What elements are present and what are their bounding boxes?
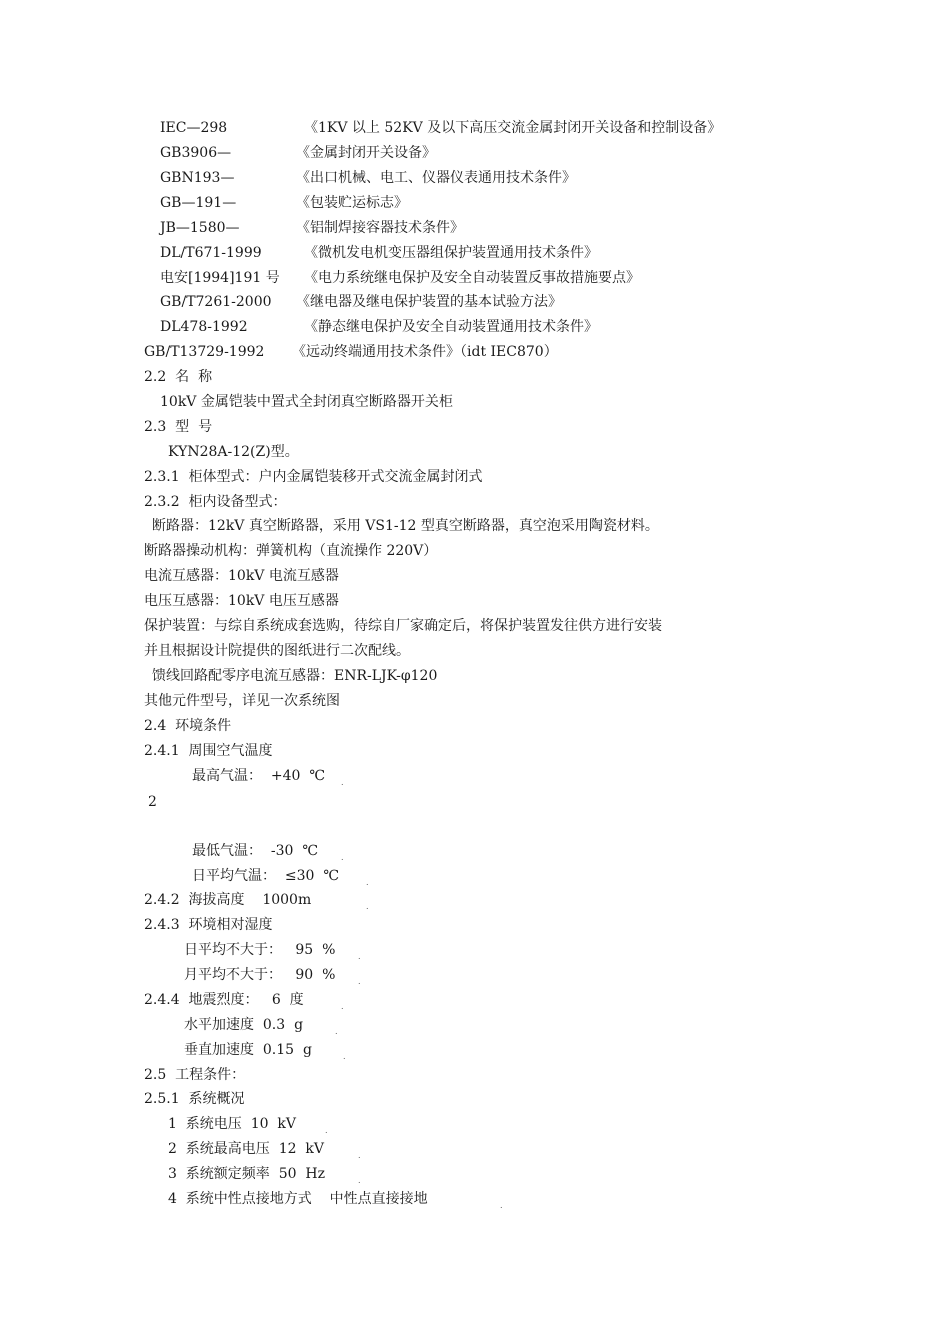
- section-heading: 2.4.3 环境相对湿度: [144, 917, 273, 933]
- list-item: 1 系统电压 10 kV: [168, 1116, 297, 1132]
- standard-title: 《包装贮运标志》: [296, 195, 408, 211]
- text-line: 日平均不大于： 95 %: [184, 942, 336, 958]
- standard-code: DL478-1992: [160, 319, 248, 335]
- product-name: 10kV 金属铠装中置式全封闭真空断路器开关柜: [160, 394, 453, 410]
- paragraph-mark: .: [366, 878, 369, 887]
- section-heading: 2.4.1 周围空气温度: [144, 743, 273, 759]
- paragraph-mark: .: [358, 1151, 361, 1160]
- text-line: 并且根据设计院提供的图纸进行二次配线。: [144, 643, 410, 659]
- standard-code: GB—191—: [160, 195, 237, 211]
- paragraph-mark: .: [366, 902, 369, 911]
- standard-title: 《铝制焊接容器技术条件》: [296, 220, 464, 236]
- standard-code: 电安[1994]191 号: [160, 270, 280, 286]
- section-heading: 2.4.2 海拔高度 1000m: [144, 892, 312, 908]
- paragraph-mark: .: [341, 853, 344, 862]
- list-item: 3 系统额定频率 50 Hz: [168, 1166, 326, 1182]
- section-heading: 2.3.2 柜内设备型式：: [144, 494, 287, 510]
- text-line: 电流互感器：10kV 电流互感器: [144, 568, 339, 584]
- paragraph-mark: .: [335, 1027, 338, 1036]
- text-line: 断路器操动机构：弹簧机构（直流操作 220V）: [144, 543, 438, 559]
- paragraph-mark: .: [358, 952, 361, 961]
- standard-title: 《继电器及继电保护装置的基本试验方法》: [296, 294, 562, 310]
- section-heading: 2.5 工程条件：: [144, 1067, 246, 1083]
- paragraph-mark: .: [343, 1052, 346, 1061]
- paragraph-mark: .: [341, 778, 344, 787]
- paragraph-mark: .: [358, 977, 361, 986]
- paragraph-mark: .: [358, 1176, 361, 1185]
- section-heading: 2.3.1 柜体型式：户内金属铠装移开式交流金属封闭式: [144, 469, 483, 485]
- text-line: 保护装置：与综自系统成套选购，待综自厂家确定后，将保护装置发往供方进行安装: [144, 618, 662, 634]
- paragraph-mark: .: [325, 1126, 328, 1135]
- standard-code: GBN193—: [160, 170, 235, 186]
- standard-title: 《微机发电机变压器组保护装置通用技术条件》: [304, 245, 598, 261]
- page-number: 2: [148, 794, 157, 810]
- text-line: 其他元件型号，详见一次系统图: [144, 693, 340, 709]
- standard-title: 《静态继电保护及安全自动装置通用技术条件》: [304, 319, 598, 335]
- text-line: 馈线回路配零序电流互感器：ENR-LJK-φ120: [152, 668, 438, 684]
- standard-title: 《远动终端通用技术条件》（idt IEC870）: [292, 344, 558, 360]
- text-line: 电压互感器：10kV 电压互感器: [144, 593, 339, 609]
- text-line: 月平均不大于： 90 %: [184, 967, 336, 983]
- section-heading: 2.4 环境条件: [144, 718, 232, 734]
- text-line: 水平加速度 0.3 g: [184, 1017, 304, 1033]
- section-heading: 2.4.4 地震烈度： 6 度: [144, 992, 304, 1008]
- standard-title: 《金属封闭开关设备》: [296, 145, 436, 161]
- section-heading: 2.3 型 号: [144, 419, 213, 435]
- standard-code: GB/T13729-1992: [144, 344, 265, 360]
- text-line: 日平均气温： ≤30 ℃: [192, 868, 340, 884]
- standard-title: 《1KV 以上 52KV 及以下高压交流金属封闭开关设备和控制设备》: [304, 120, 722, 136]
- section-heading: 2.2 名 称: [144, 369, 213, 385]
- standard-code: GB/T7261-2000: [160, 294, 272, 310]
- section-heading: 2.5.1 系统概况: [144, 1091, 245, 1107]
- text-line: 最低气温： -30 ℃: [192, 843, 319, 859]
- product-model: KYN28A-12(Z)型。: [168, 444, 299, 460]
- list-item: 2 系统最高电压 12 kV: [168, 1141, 325, 1157]
- text-line: 断路器：12kV 真空断路器，采用 VS1-12 型真空断路器，真空泡采用陶瓷材料。: [152, 518, 659, 534]
- standard-title: 《电力系统继电保护及安全自动装置反事故措施要点》: [304, 270, 640, 286]
- text-line: 最高气温： +40 ℃: [192, 768, 326, 784]
- standard-title: 《出口机械、电工、仪器仪表通用技术条件》: [296, 170, 576, 186]
- standard-code: GB3906—: [160, 145, 232, 161]
- paragraph-mark: .: [341, 1002, 344, 1011]
- standard-code: DL/T671-1999: [160, 245, 262, 261]
- list-item: 4 系统中性点接地方式 中性点直接接地: [168, 1191, 428, 1207]
- standard-code: JB—1580—: [160, 220, 240, 236]
- text-line: 垂直加速度 0.15 g: [184, 1042, 312, 1058]
- paragraph-mark: .: [500, 1201, 503, 1210]
- standard-code: IEC—298: [160, 120, 228, 136]
